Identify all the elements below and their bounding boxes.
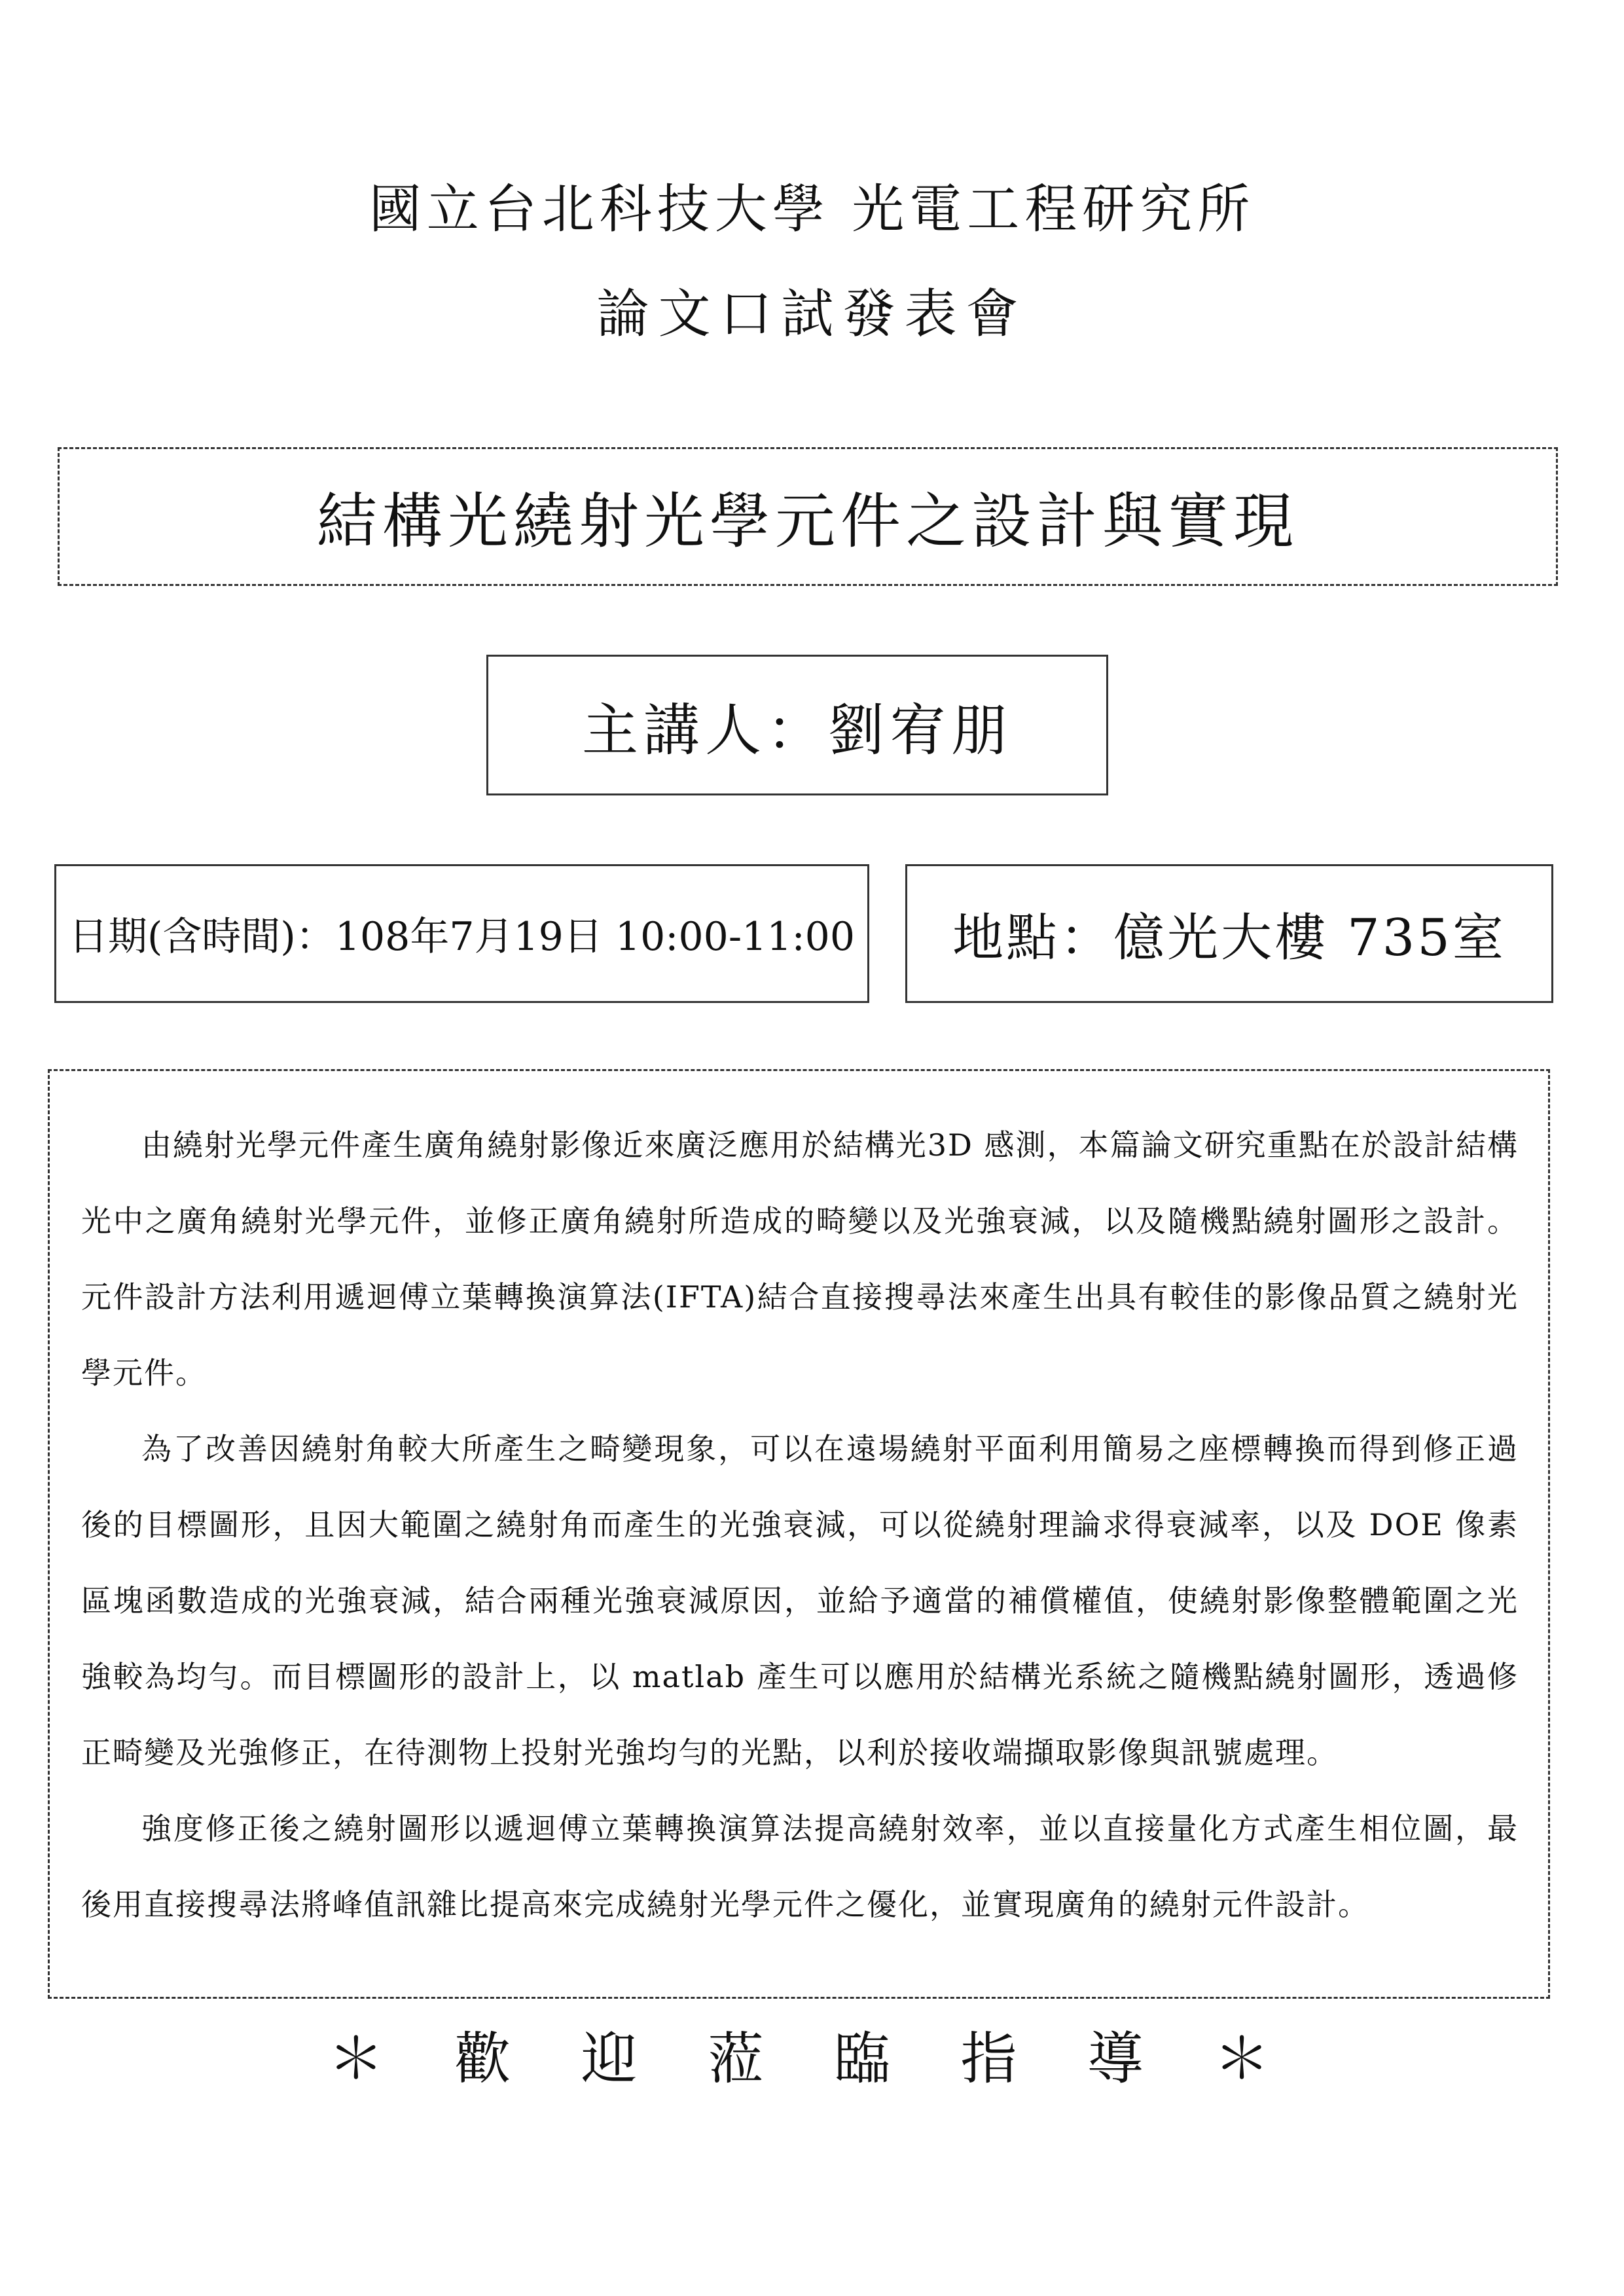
thesis-title: 結構光繞射光學元件之設計與實現 <box>316 486 1299 556</box>
welcome-footer: ＊ 歡 迎 蒞 臨 指 導 ＊ <box>327 2026 1297 2092</box>
abstract-paragraph-1: 由繞射光學元件產生廣角繞射影像近來廣泛應用於結構光3D 感測，本篇論文研究重點在於設計結構光中之廣角繞射光學元件，並修正廣角繞射所造成的畸變以及光強衰減，以及隨機點繞射圖形之設計。元件設計方法利用遞迴傅立葉轉換演算法(IFTA)結合直接搜尋法來產生出具有較佳的影像品質之繞射光學元件。 <box>81 1127 1519 1391</box>
abstract-paragraph-2: 為了改善因繞射角較大所產生之畸變現象，可以在遠場繞射平面利用簡易之座標轉換而得到修正過後的目標圖形，且因大範圍之繞射角而產生的光強衰減，可以從繞射理論求得衰減率，以及 DOE 像素區塊函數造成的光強衰減，結合兩種光強衰減原因，並給予適當的補償權值，使繞射影像整體範圍之光強較為均勻。而目標圖形的設計上，以 matlab 產生可以應用於結構光系統之隨機點繞射圖形，透過修正畸變及光強修正，在待測物上投射光強均勻的光點，以利於接收端擷取影像與訊號處理。 <box>81 1431 1519 1770</box>
speaker-label: 主講人：劉宥朋 <box>582 697 1013 763</box>
date-box <box>54 864 869 1003</box>
event-heading: 論文口試發表會 <box>596 283 1028 344</box>
location-label: 地點：億光大樓 735室 <box>952 909 1506 968</box>
date-label: 日期(含時間)：108年7月19日 10:00-11:00 <box>68 914 856 960</box>
speaker-box <box>486 655 1108 795</box>
abstract-paragraph-3: 強度修正後之繞射圖形以遞迴傅立葉轉換演算法提高繞射效率，並以直接量化方式產生相位圖，最後用直接搜尋法將峰值訊雜比提高來完成繞射光學元件之優化，並實現廣角的繞射元件設計。 <box>81 1811 1519 1922</box>
thesis-title-box <box>58 447 1558 586</box>
abstract-box <box>48 1069 1550 1999</box>
location-box <box>905 864 1553 1003</box>
institution-heading: 國立台北科技大學 光電工程研究所 <box>369 179 1255 240</box>
